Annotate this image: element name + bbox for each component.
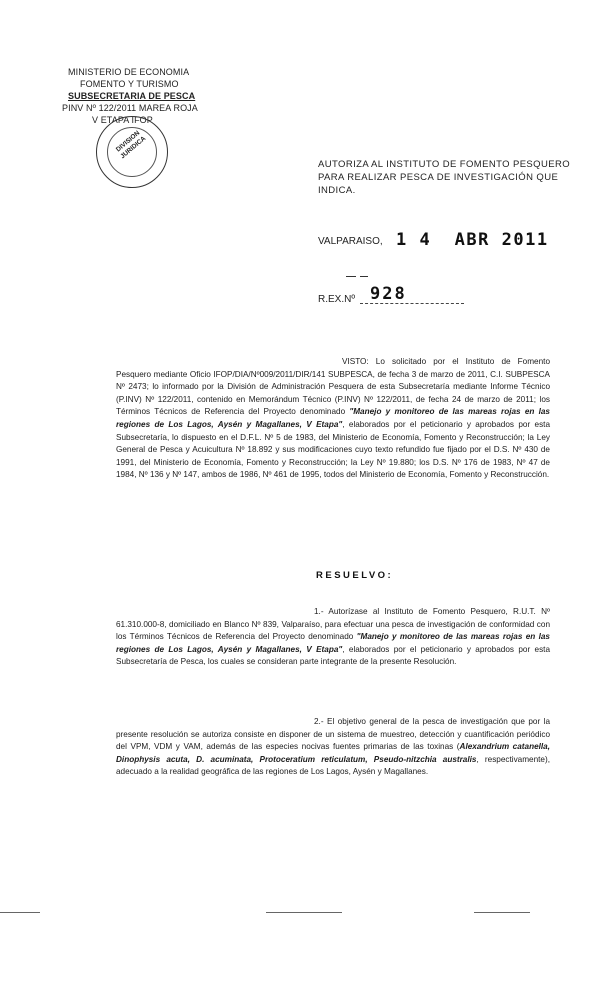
visto-lead: VISTO: Lo solicitado por el Instituto de Fomento Pesquero mediante Oficio IFOP/DIA/Nº009/2011/DIR/141 SUBPESCA, de fecha 3 de marzo de 2011, C.I. SUBPESCA Nº 2473; lo informado por la División de Administración Pesquera de esta Subsecretaría mediante Informe Técnico (P.INV) Nº 122/2011, contenido en Memorándum Técnico (P.INV) Nº 122/2011, de fecha 24 de marzo de 2011; los Términos Técnicos de Referencia del Proyecto denominado [116, 357, 550, 417]
document-title [318, 158, 578, 197]
resolution-number: 928 [370, 284, 407, 304]
visto-rest: , elaborados por el peticionario y aprobados por esta Subsecretaría, lo dispuesto en el D.F.L. Nº 5 de 1983, del Ministerio de Economía, Fomento y Reconstrucción; la Ley General de Pesca y Acuicultura Nº 18.892 y sus modificaciones cuyo texto refundido fue fijado por el D.S. Nº 430 de 1991, del Ministerio de Economía, Fomento y Reconstrucción; la Ley Nº 19.880; los D.S. Nº 176 de 1983, Nº 47 de 1984, Nº 136 y Nº 147, ambos de 1986, Nº 461 de 1995, todos del Ministerio de Economía, Fomento y Reconstrucción. [116, 419, 550, 480]
footer-rule-center [266, 912, 342, 913]
rex-dash [346, 276, 356, 277]
item1-lead: 1.- Autorízase al Instituto de Fomento Pesquero, R.U.T. Nº 61.310.000-8, domiciliado en Blanco Nº 839, Valparaíso, para efectuar una pesca de investigación de conformidad con los Términos Técnicos de Referencia del Proyecto denominado [116, 607, 550, 642]
footer-rule-left [0, 912, 40, 913]
resuelvo-heading: RESUELVO: [316, 570, 394, 581]
item1-rest: , elaborados por el peticionario y aprobados por esta Subsecretaría de Pesca, los cuales se consideran parte integrante de la presente Resolución. [116, 644, 550, 667]
visto-paragraph [116, 356, 550, 482]
item2-rest: , respectivamente), adecuado a la realidad geográfica de las regiones de Los Lagos, Aysén y Magallanes. [116, 754, 550, 777]
resolution-item-2 [116, 716, 550, 779]
ministry-subline: FOMENTO Y TURISMO [80, 79, 179, 89]
title-line-2: PARA REALIZAR PESCA DE INVESTIGACIÓN QUE [318, 172, 559, 183]
subsecretaria-line: SUBSECRETARIA DE PESCA [68, 91, 196, 101]
stamp-text: DIVISION JURIDICA [114, 129, 148, 161]
rex-label: R.EX.Nº [318, 294, 355, 305]
item1-project-name: "Manejo y monitoreo de las mareas rojas en las regiones de Los Lagos, Aysén y Magallanes, V Etapa" [116, 632, 550, 654]
rex-dash [360, 276, 368, 277]
footer-rule-right [474, 912, 530, 913]
date-label: VALPARAISO, [318, 236, 383, 247]
item2-species-list: Alexandrium catanella, Dinophysis acuta, D. acuminata, Protoceratium reticulatum, Pseudo-nitzchia australis [116, 742, 550, 764]
pinv-reference: PINV Nº 122/2011 MAREA ROJA [62, 103, 198, 113]
etapa-reference: V ETAPA IFOP [92, 115, 153, 125]
date-stamp: 1 4 ABR 2011 [396, 230, 549, 250]
visto-project-name: "Manejo y monitoreo de las mareas rojas en las regiones de Los Lagos, Aysén y Magallanes, V Etapa" [116, 407, 550, 429]
item2-lead: 2.- El objetivo general de la pesca de investigación que por la presente resolución se autoriza consiste en disponer de un sistema de muestreo, detección y cuantificación periódico del VPM, VDM y VAM, además de las especies nocivas fuentes primarias de las toxinas ( [116, 717, 550, 752]
title-line-3: INDICA. [318, 185, 356, 196]
division-juridica-stamp [96, 116, 168, 188]
title-line-1: AUTORIZA AL INSTITUTO DE FOMENTO PESQUERO [318, 159, 571, 170]
ministry-line: MINISTERIO DE ECONOMIA [68, 67, 190, 77]
resolution-item-1 [116, 606, 550, 669]
